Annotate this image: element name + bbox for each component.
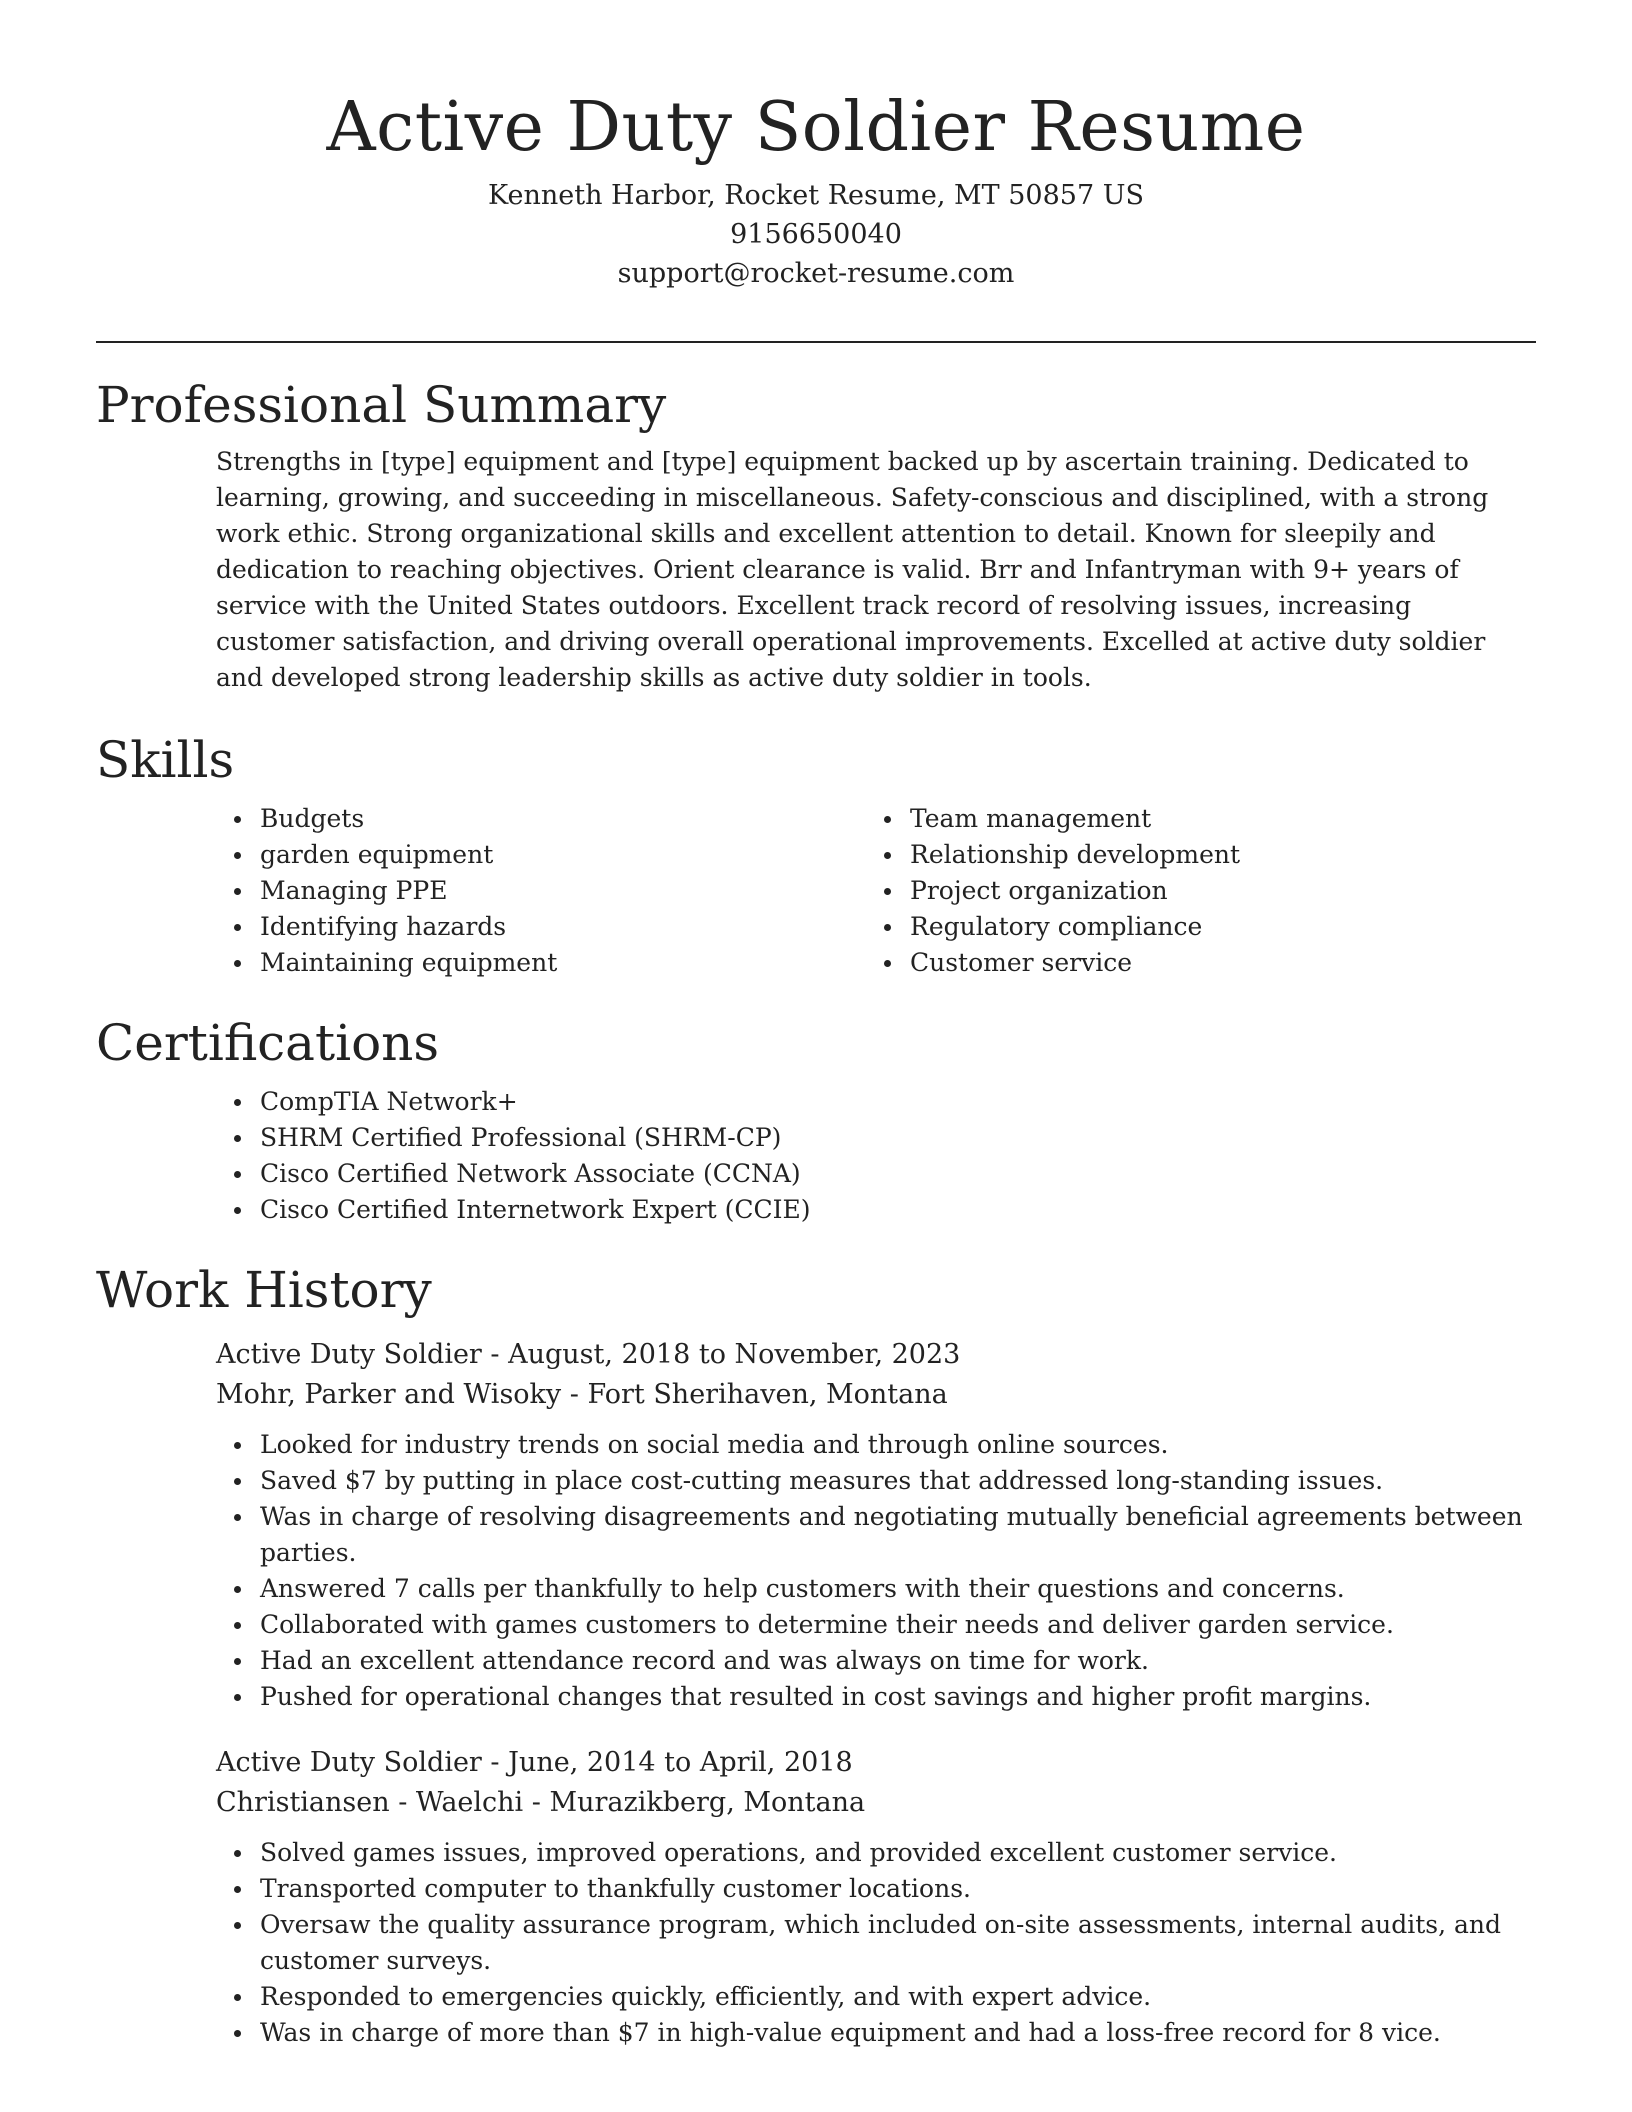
certification-item: CompTIA Network+ xyxy=(216,1084,1536,1120)
summary-heading: Professional Summary xyxy=(96,376,667,434)
skill-item: Project organization xyxy=(866,873,1516,909)
certifications-section xyxy=(96,1010,1536,1228)
contact-phone: 9156650040 xyxy=(730,219,902,250)
job-duties-list xyxy=(216,1427,1536,1715)
header-divider xyxy=(96,341,1536,343)
job-entry xyxy=(216,1743,1536,2051)
certifications-heading: Certifications xyxy=(96,1014,440,1072)
job-duty-item: Answered 7 calls per thankfully to help customers with their questions and concerns. xyxy=(216,1571,1536,1607)
certifications-list xyxy=(216,1084,1536,1228)
job-duty-item: Had an excellent attendance record and was always on time for work. xyxy=(216,1643,1536,1679)
skill-item: Team management xyxy=(866,801,1516,837)
skills-section xyxy=(96,727,1536,981)
job-duty-item: Transported computer to thankfully customer locations. xyxy=(216,1871,1536,1907)
work-history-heading: Work History xyxy=(96,1261,432,1319)
job-company-location: Mohr, Parker and Wisoky - Fort Sherihaven, Montana xyxy=(216,1379,948,1410)
skill-item: Identifying hazards xyxy=(216,909,866,945)
work-history-section xyxy=(96,1257,1536,2051)
job-duty-item: Was in charge of more than $7 in high-value equipment and had a loss-free record for 8 vice. xyxy=(216,2015,1536,2051)
job-duty-item: Was in charge of resolving disagreements and negotiating mutually beneficial agreements between parties. xyxy=(216,1499,1536,1571)
skill-item: Managing PPE xyxy=(216,873,866,909)
job-duty-item: Oversaw the quality assurance program, which included on-site assessments, internal audits, and customer surveys. xyxy=(216,1907,1536,1979)
job-title-dates: Active Duty Soldier - August, 2018 to November, 2023 xyxy=(216,1339,961,1370)
job-company-location: Christiansen - Waelchi - Murazikberg, Montana xyxy=(216,1787,866,1818)
job-title-dates: Active Duty Soldier - June, 2014 to April, 2018 xyxy=(216,1747,853,1778)
job-duty-item: Responded to emergencies quickly, efficiently, and with expert advice. xyxy=(216,1979,1536,2015)
job-duty-item: Collaborated with games customers to determine their needs and deliver garden service. xyxy=(216,1607,1536,1643)
skills-list-left xyxy=(216,801,866,981)
skill-item: garden equipment xyxy=(216,837,866,873)
skill-item: Regulatory compliance xyxy=(866,909,1516,945)
summary-section xyxy=(96,372,1536,696)
certification-item: Cisco Certified Network Associate (CCNA) xyxy=(216,1156,1536,1192)
job-duty-item: Pushed for operational changes that resulted in cost savings and higher profit margins. xyxy=(216,1679,1536,1715)
skill-item: Customer service xyxy=(866,945,1516,981)
resume-header xyxy=(0,80,1632,293)
resume-title: Active Duty Soldier Resume xyxy=(326,88,1306,167)
job-entry xyxy=(216,1335,1536,1715)
certification-item: Cisco Certified Internetwork Expert (CCIE) xyxy=(216,1192,1536,1228)
summary-text: Strengths in [type] equipment and [type] equipment backed up by ascertain training. Dedicated to learning, growing, and succeeding in miscellaneous. Safety-conscious and disciplined, with a strong work ethic. Strong organizational skills and excellent attention to detail. Known for sleepily and dedication to reaching objectives. Orient clearance is valid. Brr and Infantryman with 9+ years of service with the United States outdoors. Excellent track record of resolving issues, increasing customer satisfaction, and driving overall operational improvements. Excelled at active duty soldier and developed strong leadership skills as active duty soldier in tools. xyxy=(216,447,1489,692)
certification-item: SHRM Certified Professional (SHRM-CP) xyxy=(216,1120,1536,1156)
skill-item: Maintaining equipment xyxy=(216,945,866,981)
job-duty-item: Looked for industry trends on social media and through online sources. xyxy=(216,1427,1536,1463)
skills-list-right xyxy=(866,801,1516,981)
job-duties-list xyxy=(216,1835,1536,2051)
skills-heading: Skills xyxy=(96,731,235,789)
skill-item: Relationship development xyxy=(866,837,1516,873)
contact-address: Kenneth Harbor, Rocket Resume, MT 50857 US xyxy=(488,180,1144,211)
skill-item: Budgets xyxy=(216,801,866,837)
job-duty-item: Solved games issues, improved operations, and provided excellent customer service. xyxy=(216,1835,1536,1871)
job-duty-item: Saved $7 by putting in place cost-cutting measures that addressed long-standing issues. xyxy=(216,1463,1536,1499)
contact-email: support@rocket-resume.com xyxy=(617,258,1015,289)
skills-columns xyxy=(216,801,1536,981)
